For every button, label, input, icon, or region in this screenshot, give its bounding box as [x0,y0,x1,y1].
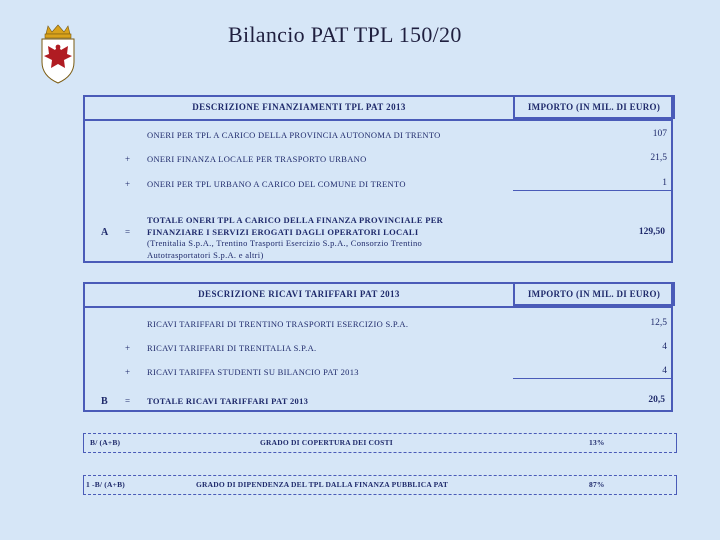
plus-sign: + [125,179,131,189]
sum-rule [513,378,673,379]
plus-sign: + [125,367,131,377]
revenues-total-amount: 20,5 [648,395,665,405]
revenues-amount-header: IMPORTO (IN MIL. DI EURO) [513,282,675,306]
equals-sign: = [125,396,131,406]
financing-row-amount: 21,5 [650,153,667,163]
plus-sign: + [125,343,131,353]
dependency-label: GRADO DI DIPENDENZA DEL TPL DALLA FINANZA PUBBLICA PAT [196,480,449,489]
dependency-formula: 1 -B/ (A+B) [86,480,125,489]
plus-sign: + [125,154,131,164]
revenues-row-amount: 4 [662,342,667,352]
revenues-row-desc: RICAVI TARIFFARI DI TRENTINO TRASPORTI ESERCIZIO S.P.A. [147,319,409,329]
financing-total-amount: 129,50 [638,227,665,237]
financing-row-amount: 107 [652,129,667,139]
financing-total-line2: FINANZIARE I SERVIZI EROGATI DAGLI OPERATORI LOCALI [147,227,419,237]
revenues-desc-header: DESCRIZIONE RICAVI TARIFFARI PAT 2013 [198,289,400,299]
financing-table-header [85,97,671,121]
financing-total-line4: Autotrasportatori S.p.A. e altri) [147,250,264,260]
financing-row-desc: ONERI PER TPL URBANO A CARICO DEL COMUNE DI TRENTO [147,179,406,189]
coverage-label: GRADO DI COPERTURA DEI COSTI [260,438,393,447]
total-letter-b: B [101,396,108,407]
financing-table [83,95,673,263]
financing-desc-header: DESCRIZIONE FINANZIAMENTI TPL PAT 2013 [192,102,406,112]
trentino-crest-logo [38,24,78,84]
financing-row-amount: 1 [662,178,667,188]
coverage-value: 13% [589,438,605,447]
financing-amount-header: IMPORTO (IN MIL. DI EURO) [513,95,675,119]
financing-total-line3: (Trenitalia S.p.A., Trentino Trasporti Esercizio S.p.A., Consorzio Trentino [147,238,423,248]
coverage-ratio-row [83,433,677,453]
revenues-table-header [85,284,671,308]
dependency-value: 87% [589,480,605,489]
financing-total-line1: TOTALE ONERI TPL A CARICO DELLA FINANZA PROVINCIALE PER [147,215,444,225]
equals-sign: = [125,227,131,237]
total-letter-a: A [101,227,109,238]
revenues-total-desc: TOTALE RICAVI TARIFFARI PAT 2013 [147,396,309,406]
page-title: Bilancio PAT TPL 150/20 [228,22,462,47]
sum-rule [513,190,673,191]
dependency-ratio-row [83,475,677,495]
revenues-row-desc: RICAVI TARIFFARI DI TRENITALIA S.P.A. [147,343,317,353]
financing-row-desc: ONERI PER TPL A CARICO DELLA PROVINCIA AUTONOMA DI TRENTO [147,130,441,140]
revenues-row-desc: RICAVI TARIFFA STUDENTI SU BILANCIO PAT 2013 [147,367,359,377]
revenues-row-amount: 12,5 [650,318,667,328]
coverage-formula: B/ (A+B) [90,438,121,447]
revenues-row-amount: 4 [662,366,667,376]
financing-row-desc: ONERI FINANZA LOCALE PER TRASPORTO URBANO [147,154,367,164]
revenues-table [83,282,673,412]
